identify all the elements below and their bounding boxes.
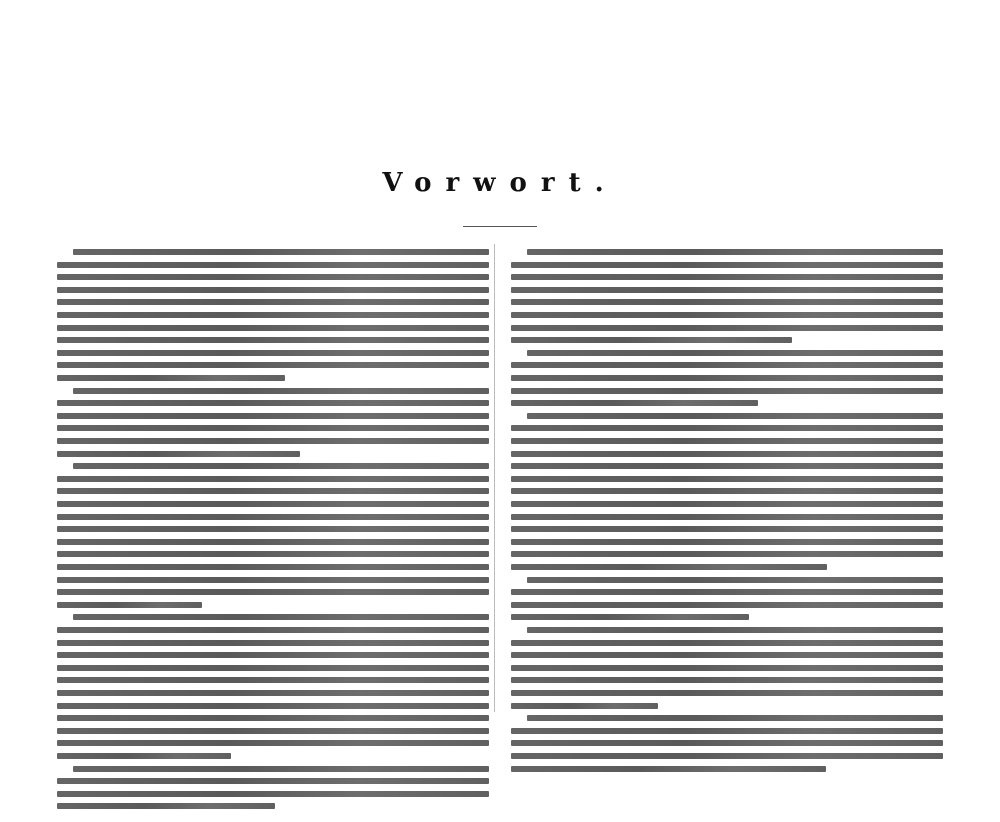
text-line [57,564,489,570]
text-line [57,740,489,746]
text-line [57,325,489,331]
text-line [73,766,489,772]
text-line [57,375,285,381]
text-line [527,627,943,633]
text-line [57,438,489,444]
text-line [511,514,943,520]
text-line [511,388,943,394]
text-line [57,602,202,608]
text-line [57,791,489,797]
text-line [511,652,943,658]
column-divider [494,244,495,712]
text-line [57,690,489,696]
text-column-right [511,246,943,716]
text-line [511,766,826,772]
text-line [511,488,943,494]
text-line [57,362,489,368]
text-line [511,325,943,331]
text-line [57,425,489,431]
text-line [511,400,758,406]
text-line [57,728,489,734]
text-line [57,488,489,494]
text-line [511,539,943,545]
text-line [57,514,489,520]
text-column-left [57,246,489,716]
text-line [511,728,943,734]
text-line [73,249,489,255]
text-line [73,388,489,394]
text-line [57,803,275,809]
text-line [511,690,943,696]
text-line [511,677,943,683]
text-line [527,577,943,583]
text-line [57,677,489,683]
text-line [57,551,489,557]
text-line [511,640,943,646]
text-line [511,753,943,759]
text-line [511,665,943,671]
text-line [511,337,792,343]
text-line [527,413,943,419]
text-line [57,476,489,482]
text-line [57,703,489,709]
text-line [511,476,943,482]
title-rule [463,226,537,227]
text-line [57,501,489,507]
text-line [511,703,658,709]
text-line [57,715,489,721]
text-line [511,551,943,557]
text-line [57,652,489,658]
text-line [511,425,943,431]
text-line [511,451,943,457]
text-line [57,665,489,671]
text-line [57,413,489,419]
text-line [57,299,489,305]
text-line [527,715,943,721]
text-line [57,753,231,759]
text-line [511,614,749,620]
text-line [57,589,489,595]
text-line [511,299,943,305]
text-line [57,312,489,318]
text-line [511,589,943,595]
text-line [511,740,943,746]
text-line [511,362,943,368]
text-line [57,350,489,356]
text-line [511,274,943,280]
text-line [73,614,489,620]
text-line [57,337,489,343]
text-line [511,262,943,268]
page-title: Vorwort. [382,168,618,198]
text-line [57,539,489,545]
text-line [511,602,943,608]
text-line [57,627,489,633]
text-line [57,287,489,293]
text-line [511,287,943,293]
text-line [527,249,943,255]
text-line [511,501,943,507]
text-line [511,526,943,532]
text-line [57,526,489,532]
text-line [511,438,943,444]
text-line [73,463,489,469]
text-line [57,778,489,784]
text-line [511,463,943,469]
text-line [511,564,827,570]
text-line [57,640,489,646]
text-line [57,400,489,406]
text-line [511,375,943,381]
text-line [57,577,489,583]
text-line [57,274,489,280]
text-line [57,451,300,457]
text-line [511,312,943,318]
text-line [57,262,489,268]
text-line [527,350,943,356]
